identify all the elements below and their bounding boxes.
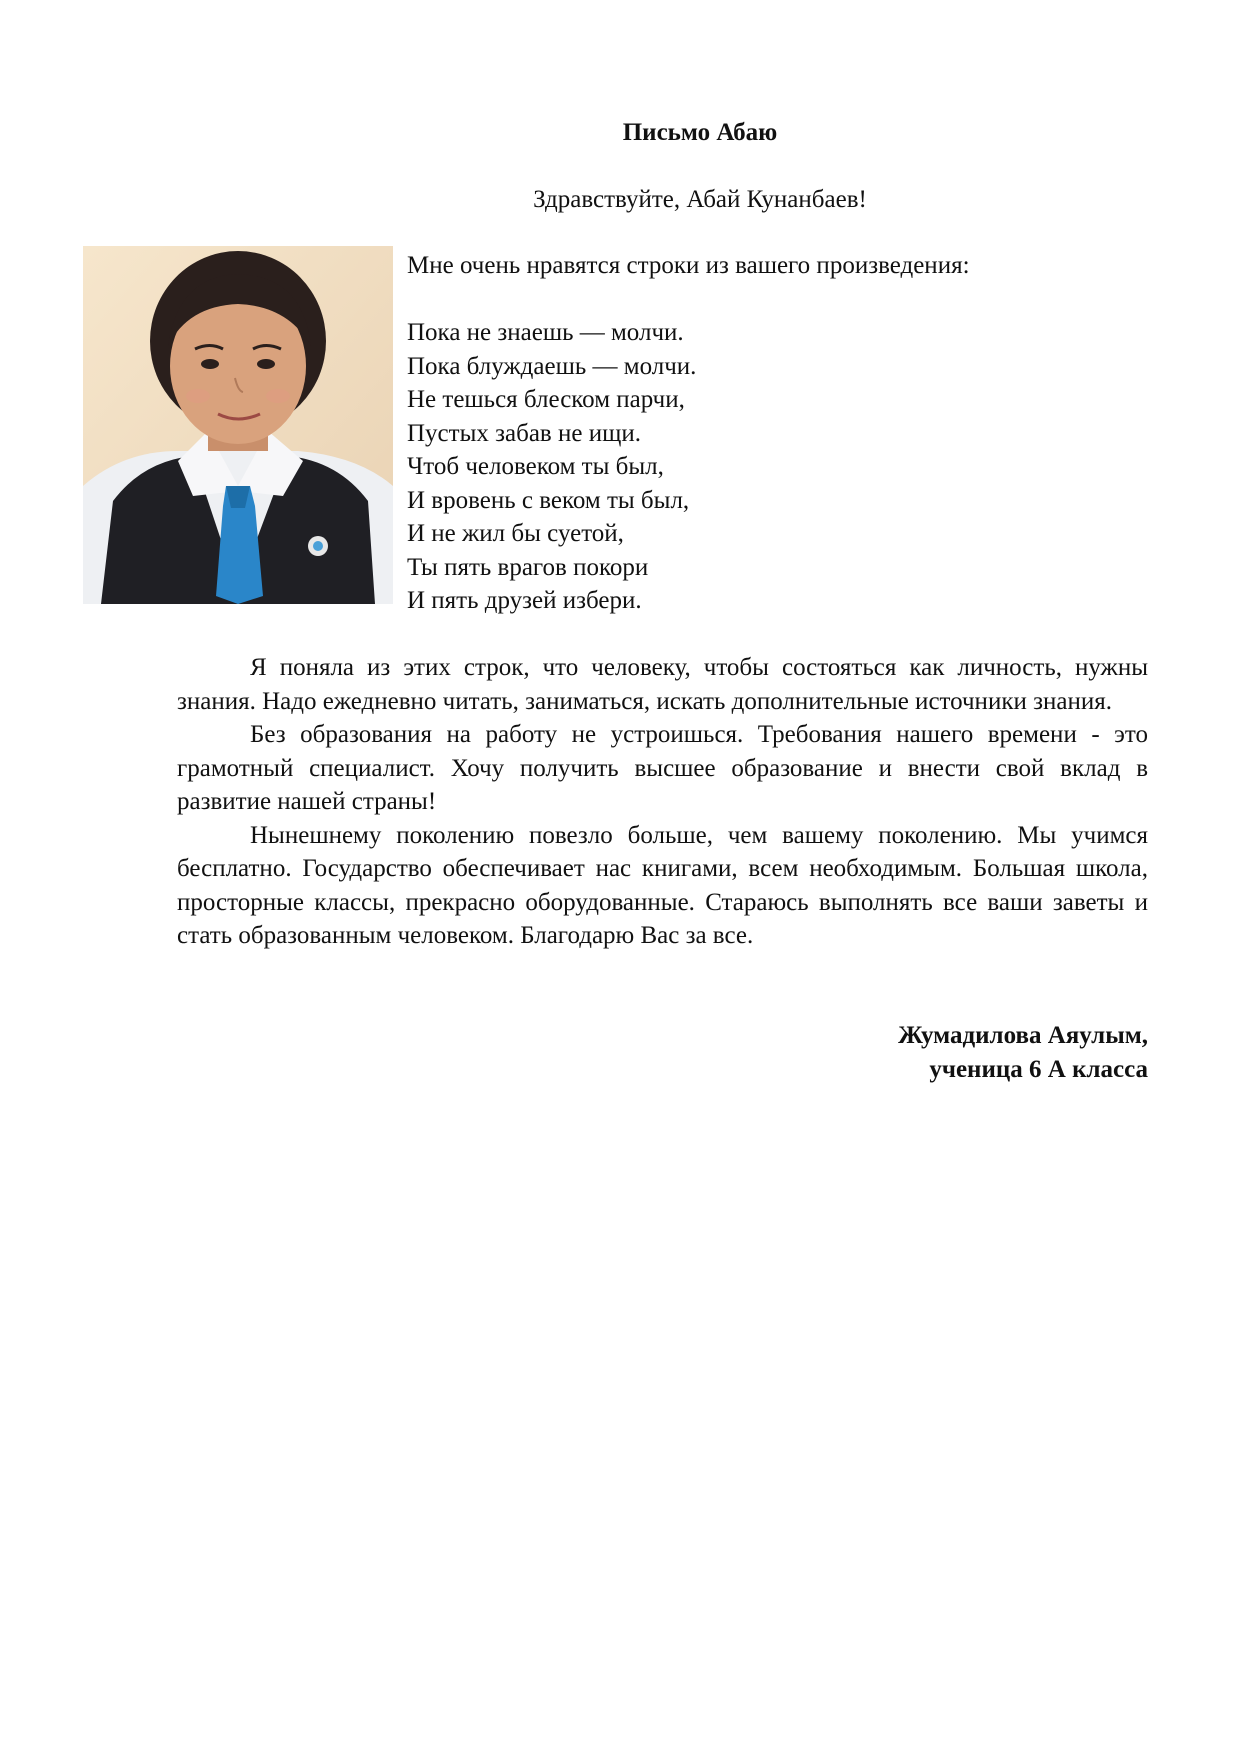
poem-line: Чтоб человеком ты был,	[407, 453, 664, 480]
poem-line: Ты пять врагов покори	[407, 553, 649, 581]
letter-signature	[898, 1019, 1148, 1087]
letter-title: Письмо Абаю	[622, 119, 778, 146]
body-paragraph: Без образования на работу не устроишься. Требования нашего времени - это грамотный специалист. Хочу получить высшее образование и внести свой вклад в развитие нашей страны!	[177, 721, 1148, 815]
signature-name: Жумадилова Аяулым,	[898, 1022, 1148, 1049]
student-photo	[83, 246, 393, 604]
body-paragraph: Я поняла из этих строк, что человеку, чтобы состояться как личность, нужны знания. Надо ежедневно читать, заниматься, искать дополнительные источники знания.	[177, 654, 1148, 715]
letter-intro: Мне очень нравятся строки из вашего произведения:	[407, 252, 970, 279]
letter-body	[177, 651, 1148, 953]
poem-line: Пустых забав не ищи.	[407, 419, 641, 447]
body-paragraph: Нынешнему поколению повезло больше, чем вашему поколению. Мы учимся бесплатно. Государство обеспечивает нас книгами, всем необходимым. Большая школа, просторные классы, прекрасно оборудованные. Стараюсь выполнять все ваши заветы и стать образованным человеком. Благодарю Вас за все.	[177, 821, 1148, 949]
letter-greeting: Здравствуйте, Абай Кунанбаев!	[533, 186, 867, 213]
poem-line: Пока не знаешь — молчи.	[407, 319, 684, 346]
poem-line: Пока блуждаешь — молчи.	[407, 352, 697, 380]
poem-line: И пять друзей избери.	[407, 587, 642, 614]
signature-role: ученица 6 А класса	[929, 1056, 1148, 1083]
poem-quote	[407, 316, 696, 618]
poem-line: И вровень с веком ты был,	[407, 486, 690, 514]
poem-line: И не жил бы суетой,	[407, 520, 624, 547]
poem-line: Не тешься блеском парчи,	[407, 386, 685, 413]
